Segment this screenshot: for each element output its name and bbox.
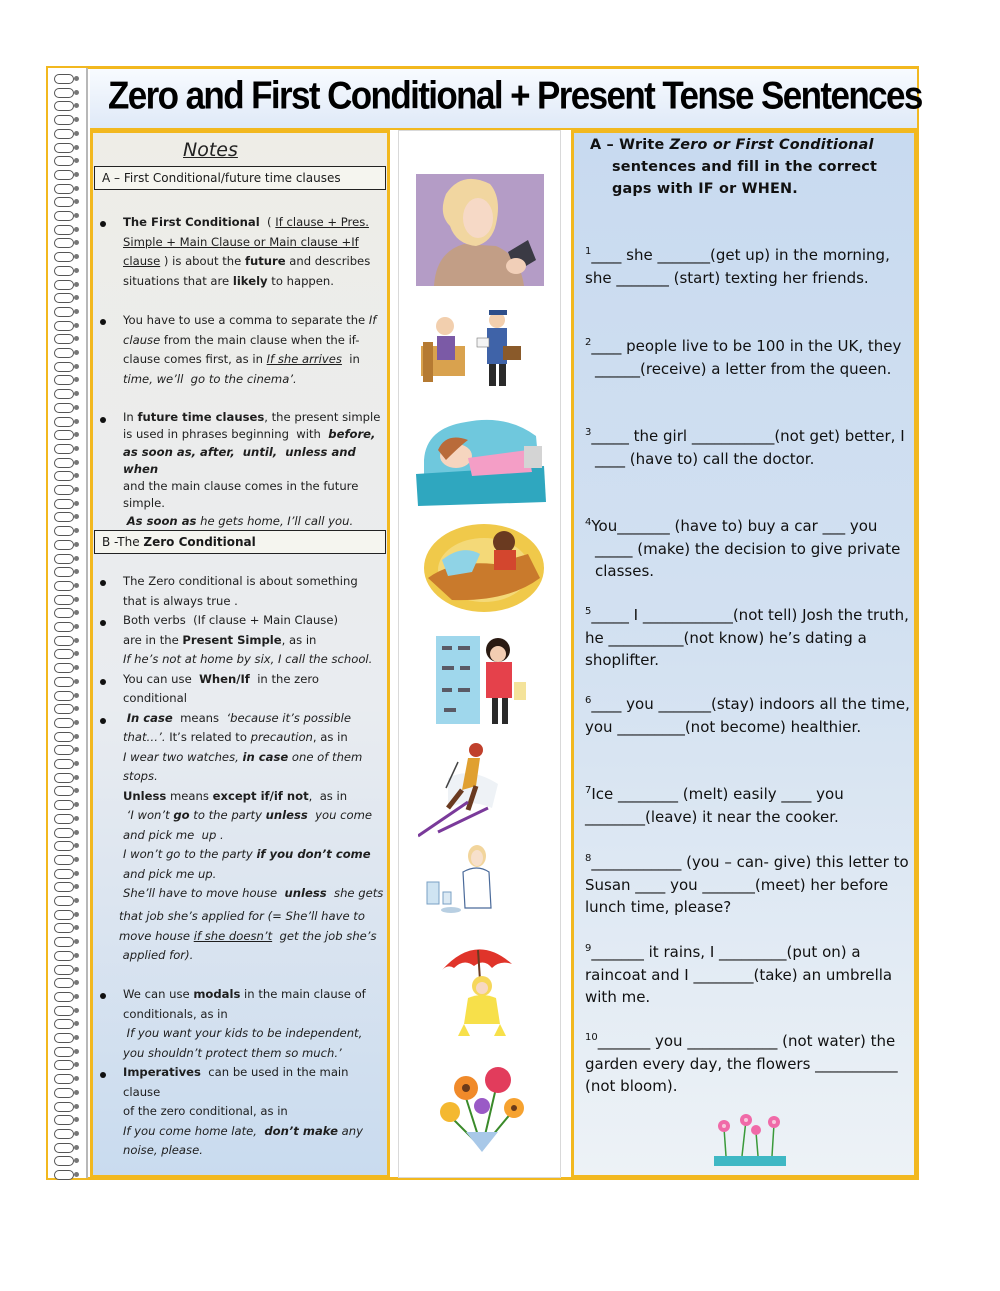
exercise-item-6 xyxy=(585,690,910,738)
spiral-hole xyxy=(74,980,79,985)
spiral-hole xyxy=(74,528,79,533)
spiral-ring xyxy=(54,882,74,892)
spiral-hole xyxy=(74,213,79,218)
spiral-hole xyxy=(74,665,79,670)
spiral-hole xyxy=(74,364,79,369)
spiral-hole xyxy=(74,830,79,835)
spiral-ring xyxy=(54,389,74,399)
exercise-number: 6 xyxy=(585,695,592,706)
spiral-ring xyxy=(54,1129,74,1139)
exercise-text: _____ I ____________(not tell) Josh the truth, he __________(not know) he’s dating a shoplifter. xyxy=(585,606,909,669)
spiral-ring xyxy=(54,1115,74,1125)
spiral-ring xyxy=(54,321,74,331)
exercise-number: 8 xyxy=(585,853,592,864)
spiral-ring xyxy=(54,1006,74,1016)
spiral-hole xyxy=(74,282,79,287)
spiral-hole xyxy=(74,994,79,999)
spiral-ring xyxy=(54,800,74,810)
note-modals-imperatives: We can use modals in the main clause of conditionals, as in If you want your kids to be independent, you shouldn’t protect them so much.’ Imperatives can be used in the main clause of the zero conditional, as in If you come home late, don’t make any noise, please. xyxy=(123,987,366,1157)
spiral-hole xyxy=(74,1035,79,1040)
spiral-ring xyxy=(54,458,74,468)
spiral-hole xyxy=(74,679,79,684)
spiral-hole xyxy=(74,747,79,752)
spiral-ring xyxy=(54,855,74,865)
bullet xyxy=(100,1072,106,1078)
spiral-ring xyxy=(54,444,74,454)
spiral-ring xyxy=(54,896,74,906)
bullet xyxy=(100,993,106,999)
spiral-hole xyxy=(74,569,79,574)
exercise-text: ____ people live to be 100 in the UK, they ______(receive) a letter from the queen. xyxy=(591,337,902,378)
exercise-number: 4 xyxy=(585,517,592,528)
spiral-hole xyxy=(74,775,79,780)
spiral-ring xyxy=(54,978,74,988)
spiral-ring xyxy=(54,129,74,139)
spiral-hole xyxy=(74,186,79,191)
spiral-ring xyxy=(54,1074,74,1084)
spiral-hole xyxy=(74,802,79,807)
spiral-hole xyxy=(74,487,79,492)
exercise-text: You_______ (have to) buy a car ___ you _____ (make) the decision to give private classes. xyxy=(591,517,901,580)
spiral-ring xyxy=(54,841,74,851)
spiral-hole xyxy=(74,925,79,930)
exercise-number: 1 xyxy=(585,246,592,257)
spiral-hole xyxy=(74,967,79,972)
spiral-ring xyxy=(54,88,74,98)
spiral-ring xyxy=(54,512,74,522)
spiral-ring xyxy=(54,252,74,262)
spiral-hole xyxy=(74,1008,79,1013)
exercise-item-9 xyxy=(585,938,910,1009)
spiral-hole xyxy=(74,693,79,698)
page-title: Zero and First Conditional + Present Tense Sentences xyxy=(108,74,922,118)
spiral-ring xyxy=(54,156,74,166)
spiral-ring xyxy=(54,334,74,344)
spiral-hole xyxy=(74,432,79,437)
spiral-ring xyxy=(54,266,74,276)
exercise-item-3 xyxy=(585,422,910,470)
spiral-ring xyxy=(54,951,74,961)
spiral-hole xyxy=(74,514,79,519)
spiral-hole xyxy=(74,309,79,314)
spiral-ring xyxy=(54,745,74,755)
exercise-number: 9 xyxy=(585,943,592,954)
spiral-ring xyxy=(54,197,74,207)
spiral-hole xyxy=(74,871,79,876)
spiral-hole xyxy=(74,624,79,629)
spiral-ring xyxy=(54,691,74,701)
spiral-hole xyxy=(74,158,79,163)
spiral-hole xyxy=(74,1117,79,1122)
spiral-hole xyxy=(74,323,79,328)
woman-phone-icon xyxy=(416,174,544,286)
exercise-item-1 xyxy=(585,241,910,289)
spiral-hole xyxy=(74,556,79,561)
note-first-conditional: The First Conditional ( If clause + Pres. Simple + Main Clause or Main clause +If clause ) is about the future and describes situations that are likely to happen. xyxy=(123,215,371,288)
spiral-hole xyxy=(74,857,79,862)
spiral-ring xyxy=(54,677,74,687)
spiral-hole xyxy=(74,295,79,300)
spiral-ring xyxy=(54,1033,74,1043)
spiral-ring xyxy=(54,74,74,84)
spiral-hole xyxy=(74,1104,79,1109)
spiral-ring xyxy=(54,1102,74,1112)
spiral-hole xyxy=(74,117,79,122)
spiral-hole xyxy=(74,1049,79,1054)
spiral-ring xyxy=(54,567,74,577)
skier-icon xyxy=(418,738,500,840)
exercise-heading-italic: Zero or First Conditional xyxy=(669,137,874,153)
spiral-ring xyxy=(54,937,74,947)
section-b-prefix: B -The xyxy=(102,535,144,549)
spiral-ring xyxy=(54,649,74,659)
exercise-heading-rest: sentences and fill in the correct gaps with IF or WHEN. xyxy=(612,159,878,197)
spiral-hole xyxy=(74,405,79,410)
exercise-heading xyxy=(590,134,890,200)
spiral-ring xyxy=(54,403,74,413)
bullet xyxy=(100,417,106,423)
spiral-hole xyxy=(74,610,79,615)
exercise-text: Ice ________ (melt) easily ____ you ________(leave) it near the cooker. xyxy=(585,785,844,826)
spiral-ring xyxy=(54,1143,74,1153)
spiral-hole xyxy=(74,199,79,204)
bullet xyxy=(100,620,106,626)
spiral-hole xyxy=(74,542,79,547)
spiral-ring xyxy=(54,828,74,838)
spiral-hole xyxy=(74,720,79,725)
spiral-ring xyxy=(54,1088,74,1098)
exercise-number: 5 xyxy=(585,606,592,617)
bullet xyxy=(100,319,106,325)
spiral-hole xyxy=(74,501,79,506)
spiral-ring xyxy=(54,1019,74,1029)
spiral-hole xyxy=(74,761,79,766)
spiral-ring xyxy=(54,307,74,317)
spiral-ring xyxy=(54,759,74,769)
spiral-hole xyxy=(74,583,79,588)
spiral-ring xyxy=(54,1156,74,1166)
exercise-item-10 xyxy=(585,1027,910,1098)
spiral-hole xyxy=(74,843,79,848)
bullet xyxy=(100,580,106,586)
section-b-bold: Zero Conditional xyxy=(143,535,256,549)
spiral-ring xyxy=(54,636,74,646)
spiral-hole xyxy=(74,473,79,478)
spiral-hole xyxy=(74,227,79,232)
spiral-ring xyxy=(54,992,74,1002)
spiral-hole xyxy=(74,350,79,355)
spiral-hole xyxy=(74,240,79,245)
spiral-ring xyxy=(54,1170,74,1180)
spiral-hole xyxy=(74,1145,79,1150)
spiral-hole xyxy=(74,336,79,341)
spiral-ring xyxy=(54,115,74,125)
spiral-hole xyxy=(74,446,79,451)
spiral-ring xyxy=(54,526,74,536)
exercise-text: _______ you ____________ (not water) the garden every day, the flowers ___________ (not bloom). xyxy=(585,1032,898,1095)
spiral-hole xyxy=(74,597,79,602)
spiral-ring xyxy=(54,362,74,372)
spiral-hole xyxy=(74,638,79,643)
spiral-ring xyxy=(54,910,74,920)
spiral-ring xyxy=(54,280,74,290)
spiral-ring xyxy=(54,417,74,427)
exercise-item-8 xyxy=(585,848,910,919)
exercise-item-5 xyxy=(585,601,910,672)
spiral-hole xyxy=(74,145,79,150)
spiral-binding xyxy=(48,68,88,1178)
spiral-ring xyxy=(54,663,74,673)
spiral-hole xyxy=(74,788,79,793)
spiral-hole xyxy=(74,734,79,739)
sick-girl-bed-icon xyxy=(416,410,546,506)
nurse-medicine-icon xyxy=(425,842,495,918)
exercise-text: _______ it rains, I _________(put on) a raincoat and I ________(take) an umbrella with me. xyxy=(585,943,893,1006)
exercise-text: ____________ (you – can- give) this letter to Susan ____ you _______(meet) her before lunch time, please? xyxy=(585,853,909,916)
spiral-hole xyxy=(74,377,79,382)
spiral-ring xyxy=(54,718,74,728)
spiral-hole xyxy=(74,419,79,424)
spiral-hole xyxy=(74,1076,79,1081)
spiral-hole xyxy=(74,103,79,108)
spiral-hole xyxy=(74,651,79,656)
spiral-hole xyxy=(74,939,79,944)
exercise-text: ____ you _______(stay) indoors all the time, you _________(not become) healthier. xyxy=(585,695,910,736)
spiral-hole xyxy=(74,912,79,917)
note-zero-conditional: The Zero conditional is about something that is always true . Both verbs (If clause + Main Clause) are in the Present Simple, as in If he’s not at home by six, I call the school. You can use When/If in the zero conditional In case means ‘because it’s possible that…’. It’s related to precaution, as in I wear two watches, in case one of them stops. Unless means except if/if not, as in ‘I won’t go to the party unless you come and pick me up . I won’t go to the party if you don’t come and pick me up. She’ll have to move house unless she gets xyxy=(123,574,384,900)
exercise-item-2 xyxy=(585,332,910,380)
spiral-ring xyxy=(54,965,74,975)
spiral-ring xyxy=(54,211,74,221)
child-umbrella-icon xyxy=(440,940,520,1040)
exercise-number: 3 xyxy=(585,427,592,438)
exercise-text: _____ the girl ___________(not get) better, I ____ (have to) call the doctor. xyxy=(591,427,905,468)
spiral-hole xyxy=(74,460,79,465)
spiral-ring xyxy=(54,732,74,742)
spiral-ring xyxy=(54,184,74,194)
note-future-time-clauses: In future time clauses, the present simple is used in phrases beginning with before, as soon as, after, until, unless and when and the main clause comes in the future simple. As soon as he gets home, I’ll call you. xyxy=(123,410,381,528)
spiral-ring xyxy=(54,869,74,879)
notes-heading: Notes xyxy=(183,139,238,161)
exercise-item-7 xyxy=(585,780,910,828)
spiral-ring xyxy=(54,170,74,180)
spiral-ring xyxy=(54,773,74,783)
spiral-ring xyxy=(54,1047,74,1057)
spiral-hole xyxy=(74,1172,79,1177)
spiral-ring xyxy=(54,554,74,564)
spiral-ring xyxy=(54,101,74,111)
exercise-number: 7 xyxy=(585,785,592,796)
spiral-hole xyxy=(74,953,79,958)
spiral-ring xyxy=(54,430,74,440)
spiral-ring xyxy=(54,622,74,632)
section-b-title xyxy=(94,530,386,554)
exercise-number: 2 xyxy=(585,337,592,348)
spiral-hole xyxy=(74,131,79,136)
postman-letter-icon xyxy=(417,306,525,388)
exercise-heading-prefix: A – Write xyxy=(590,137,670,153)
spiral-ring xyxy=(54,581,74,591)
exercise-text: ____ she _______(get up) in the morning, she _______ (start) texting her friends. xyxy=(585,246,890,287)
spiral-ring xyxy=(54,225,74,235)
spiral-ring xyxy=(54,814,74,824)
spiral-hole xyxy=(74,90,79,95)
bullet xyxy=(100,718,106,724)
exercise-number: 10 xyxy=(585,1032,598,1043)
spiral-ring xyxy=(54,485,74,495)
section-a-title: A – First Conditional/future time clauses xyxy=(94,166,386,190)
flower-bouquet-icon xyxy=(436,1058,528,1152)
spiral-ring xyxy=(54,375,74,385)
spiral-ring xyxy=(54,786,74,796)
spiral-ring xyxy=(54,238,74,248)
shopper-bags-icon xyxy=(436,632,528,728)
spiral-ring xyxy=(54,293,74,303)
spiral-ring xyxy=(54,143,74,153)
spiral-ring xyxy=(54,608,74,618)
spiral-hole xyxy=(74,1131,79,1136)
spiral-hole xyxy=(74,884,79,889)
spiral-hole xyxy=(74,898,79,903)
exercise-item-4 xyxy=(585,512,910,583)
spiral-hole xyxy=(74,76,79,81)
note-comma: You have to use a comma to separate the If clause from the main clause when the if- clause comes first, as in If she arrives in time, we’ll go to the cinema’. xyxy=(123,313,377,386)
spiral-hole xyxy=(74,172,79,177)
spiral-hole xyxy=(74,816,79,821)
spiral-ring xyxy=(54,348,74,358)
spiral-hole xyxy=(74,268,79,273)
spiral-hole xyxy=(74,706,79,711)
bullet xyxy=(100,221,106,227)
note-unless-example: that job she’s applied for (= She’ll have to move house if she doesn’t get the job she’s applied for). xyxy=(119,909,377,962)
spiral-ring xyxy=(54,471,74,481)
spiral-ring xyxy=(54,499,74,509)
spiral-hole xyxy=(74,1021,79,1026)
spiral-ring xyxy=(54,704,74,714)
pink-flowers-icon xyxy=(712,1112,788,1166)
spiral-hole xyxy=(74,254,79,259)
spiral-hole xyxy=(74,1062,79,1067)
spiral-ring xyxy=(54,540,74,550)
spiral-hole xyxy=(74,391,79,396)
spiral-ring xyxy=(54,923,74,933)
woman-driving-car-icon xyxy=(422,520,546,612)
spiral-hole xyxy=(74,1158,79,1163)
spiral-ring xyxy=(54,1060,74,1070)
spiral-hole xyxy=(74,1090,79,1095)
bullet xyxy=(100,679,106,685)
spiral-ring xyxy=(54,595,74,605)
